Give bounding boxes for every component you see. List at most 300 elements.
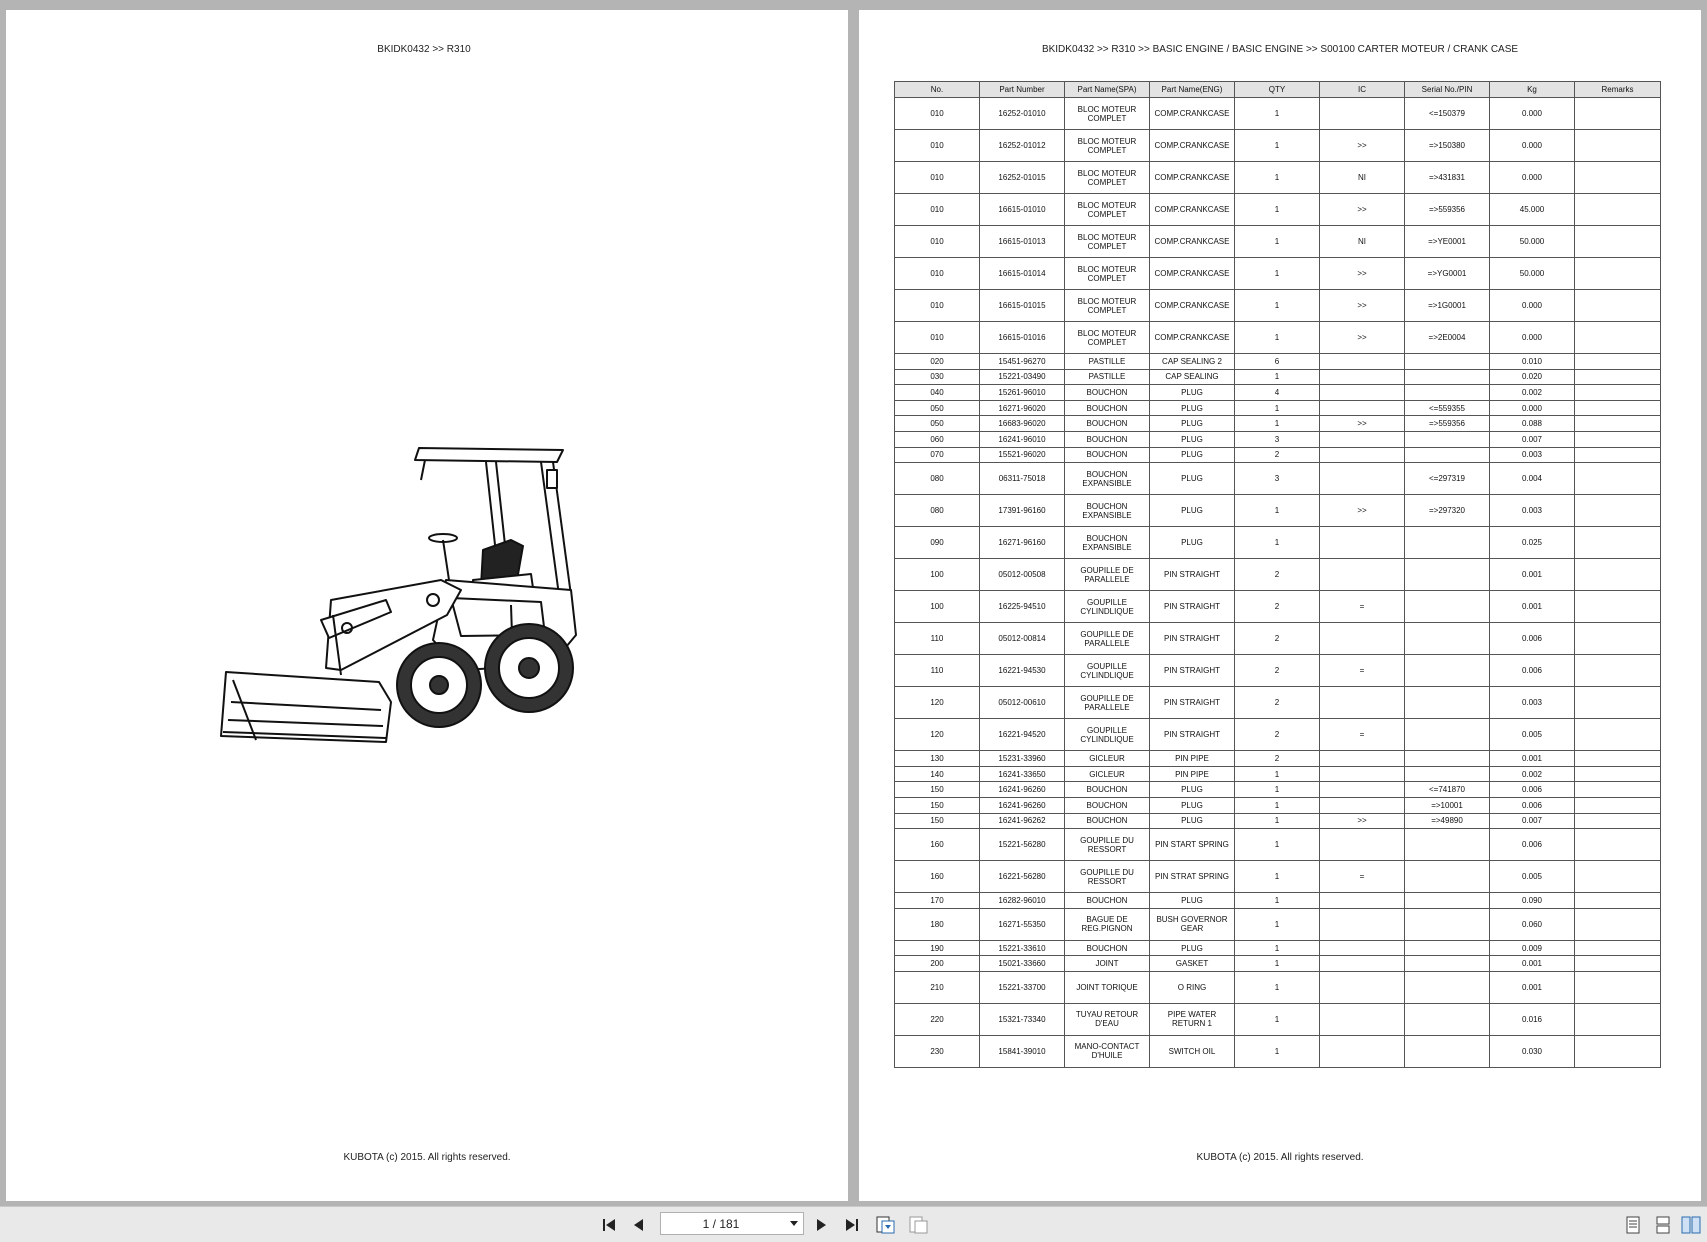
table-cell bbox=[1405, 385, 1490, 401]
table-cell: <=741870 bbox=[1405, 782, 1490, 798]
table-cell: COMP.CRANKCASE bbox=[1150, 226, 1235, 258]
table-cell: 0.016 bbox=[1490, 1003, 1575, 1035]
table-cell: 15221-56280 bbox=[980, 829, 1065, 861]
table-cell: COMP.CRANKCASE bbox=[1150, 258, 1235, 290]
table-cell bbox=[1320, 751, 1405, 767]
page-indicator: 1 / 181 bbox=[702, 1217, 740, 1231]
table-cell: 16271-55350 bbox=[980, 908, 1065, 940]
table-cell bbox=[1405, 527, 1490, 559]
table-cell: 160 bbox=[895, 829, 980, 861]
table-row bbox=[895, 130, 1661, 162]
column-header: IC bbox=[1320, 82, 1405, 98]
table-cell: GOUPILLE DU RESSORT bbox=[1065, 829, 1150, 861]
table-cell: CAP SEALING bbox=[1150, 369, 1235, 385]
table-cell: PIPE WATER RETURN 1 bbox=[1150, 1003, 1235, 1035]
table-cell bbox=[1405, 719, 1490, 751]
table-cell: =>49890 bbox=[1405, 813, 1490, 829]
table-cell: PLUG bbox=[1150, 893, 1235, 909]
table-cell: 06311-75018 bbox=[980, 463, 1065, 495]
table-cell bbox=[1575, 369, 1661, 385]
table-cell bbox=[1405, 655, 1490, 687]
table-row bbox=[895, 908, 1661, 940]
table-cell: TUYAU RETOUR D'EAU bbox=[1065, 1003, 1150, 1035]
table-cell bbox=[1405, 623, 1490, 655]
table-cell: 50.000 bbox=[1490, 226, 1575, 258]
column-header: Serial No./PIN bbox=[1405, 82, 1490, 98]
table-cell: 16241-96010 bbox=[980, 431, 1065, 447]
table-cell: BLOC MOTEUR COMPLET bbox=[1065, 226, 1150, 258]
table-cell: 17391-96160 bbox=[980, 495, 1065, 527]
table-cell: 1 bbox=[1235, 940, 1320, 956]
table-cell: 0.001 bbox=[1490, 559, 1575, 591]
table-cell: 220 bbox=[895, 1003, 980, 1035]
table-cell bbox=[1575, 447, 1661, 463]
table-cell: 16252-01010 bbox=[980, 98, 1065, 130]
table-cell: 45.000 bbox=[1490, 194, 1575, 226]
fit-page-icon bbox=[909, 1216, 929, 1234]
table-cell: 1 bbox=[1235, 322, 1320, 354]
table-cell: 05012-00610 bbox=[980, 687, 1065, 719]
table-cell: COMP.CRANKCASE bbox=[1150, 162, 1235, 194]
table-cell: 0.007 bbox=[1490, 431, 1575, 447]
table-cell bbox=[1575, 971, 1661, 1003]
table-cell: 0.010 bbox=[1490, 354, 1575, 370]
table-cell bbox=[1405, 766, 1490, 782]
next-page-icon bbox=[813, 1217, 829, 1233]
table-cell: BOUCHON bbox=[1065, 893, 1150, 909]
table-cell: 1 bbox=[1235, 797, 1320, 813]
table-cell: 110 bbox=[895, 623, 980, 655]
table-cell: 2 bbox=[1235, 447, 1320, 463]
table-cell: 010 bbox=[895, 226, 980, 258]
chevron-down-icon[interactable] bbox=[789, 1217, 799, 1232]
table-cell: PIN STRAIGHT bbox=[1150, 719, 1235, 751]
table-cell: GICLEUR bbox=[1065, 751, 1150, 767]
first-page-button[interactable] bbox=[598, 1215, 620, 1235]
table-cell: <=559355 bbox=[1405, 400, 1490, 416]
table-cell bbox=[1405, 687, 1490, 719]
fit-width-button[interactable] bbox=[875, 1215, 897, 1235]
table-cell: PIN PIPE bbox=[1150, 751, 1235, 767]
table-cell: 6 bbox=[1235, 354, 1320, 370]
table-cell: 120 bbox=[895, 719, 980, 751]
table-cell: 090 bbox=[895, 527, 980, 559]
table-row bbox=[895, 495, 1661, 527]
table-cell bbox=[1575, 591, 1661, 623]
table-cell bbox=[1575, 956, 1661, 972]
table-cell: PLUG bbox=[1150, 385, 1235, 401]
table-row bbox=[895, 463, 1661, 495]
table-cell: 2 bbox=[1235, 559, 1320, 591]
table-row bbox=[895, 1035, 1661, 1067]
table-row bbox=[895, 559, 1661, 591]
table-cell bbox=[1575, 782, 1661, 798]
table-cell: PLUG bbox=[1150, 400, 1235, 416]
table-cell: 080 bbox=[895, 463, 980, 495]
table-row bbox=[895, 719, 1661, 751]
table-cell bbox=[1405, 591, 1490, 623]
table-cell: BOUCHON bbox=[1065, 385, 1150, 401]
table-cell: = bbox=[1320, 591, 1405, 623]
table-cell: 1 bbox=[1235, 194, 1320, 226]
table-cell: GOUPILLE CYLINDLIQUE bbox=[1065, 719, 1150, 751]
table-cell: 150 bbox=[895, 813, 980, 829]
table-cell bbox=[1575, 559, 1661, 591]
table-row bbox=[895, 322, 1661, 354]
table-cell: 010 bbox=[895, 98, 980, 130]
table-cell: 1 bbox=[1235, 162, 1320, 194]
table-cell: =>10001 bbox=[1405, 797, 1490, 813]
table-cell: 2 bbox=[1235, 751, 1320, 767]
table-cell: 1 bbox=[1235, 226, 1320, 258]
table-cell: 0.001 bbox=[1490, 971, 1575, 1003]
table-cell: 1 bbox=[1235, 258, 1320, 290]
table-cell bbox=[1575, 400, 1661, 416]
table-cell: 50.000 bbox=[1490, 258, 1575, 290]
table-cell: 190 bbox=[895, 940, 980, 956]
table-cell: 070 bbox=[895, 447, 980, 463]
table-cell: BLOC MOTEUR COMPLET bbox=[1065, 162, 1150, 194]
table-cell bbox=[1320, 385, 1405, 401]
table-cell bbox=[1575, 655, 1661, 687]
continuous-page-button[interactable] bbox=[1652, 1215, 1674, 1235]
table-cell bbox=[1405, 829, 1490, 861]
table-row bbox=[895, 400, 1661, 416]
table-cell: GOUPILLE DU RESSORT bbox=[1065, 861, 1150, 893]
table-cell: PLUG bbox=[1150, 527, 1235, 559]
table-cell: = bbox=[1320, 861, 1405, 893]
right-page bbox=[859, 10, 1701, 1201]
table-cell: 16282-96010 bbox=[980, 893, 1065, 909]
table-row bbox=[895, 655, 1661, 687]
table-row bbox=[895, 194, 1661, 226]
table-cell bbox=[1575, 495, 1661, 527]
table-cell: 0.003 bbox=[1490, 687, 1575, 719]
table-cell: 110 bbox=[895, 655, 980, 687]
table-cell: GASKET bbox=[1150, 956, 1235, 972]
table-cell: BAGUE DE REG.PIGNON bbox=[1065, 908, 1150, 940]
table-cell: 2 bbox=[1235, 591, 1320, 623]
table-cell: MANO-CONTACT D'HUILE bbox=[1065, 1035, 1150, 1067]
table-cell: 1 bbox=[1235, 956, 1320, 972]
table-cell bbox=[1575, 861, 1661, 893]
table-cell: 0.001 bbox=[1490, 956, 1575, 972]
table-cell: 0.002 bbox=[1490, 385, 1575, 401]
table-cell: 150 bbox=[895, 797, 980, 813]
table-row bbox=[895, 354, 1661, 370]
table-cell: 15221-33700 bbox=[980, 971, 1065, 1003]
single-page-icon bbox=[1625, 1216, 1641, 1234]
table-cell: 210 bbox=[895, 971, 980, 1003]
table-cell: 1 bbox=[1235, 893, 1320, 909]
table-cell: 010 bbox=[895, 322, 980, 354]
table-cell: 1 bbox=[1235, 1003, 1320, 1035]
table-row bbox=[895, 527, 1661, 559]
left-page-footer: KUBOTA (c) 2015. All rights reserved. bbox=[343, 1152, 511, 1163]
table-cell: 0.060 bbox=[1490, 908, 1575, 940]
table-cell: PLUG bbox=[1150, 431, 1235, 447]
table-cell: 0.007 bbox=[1490, 813, 1575, 829]
table-cell: 2 bbox=[1235, 687, 1320, 719]
table-cell: 0.088 bbox=[1490, 416, 1575, 432]
table-cell: COMP.CRANKCASE bbox=[1150, 194, 1235, 226]
table-cell: 080 bbox=[895, 495, 980, 527]
table-header-row bbox=[895, 82, 1661, 98]
table-cell: PIN STRAIGHT bbox=[1150, 655, 1235, 687]
table-cell: 15451-96270 bbox=[980, 354, 1065, 370]
table-cell bbox=[1575, 130, 1661, 162]
table-cell bbox=[1405, 956, 1490, 972]
table-cell: =>297320 bbox=[1405, 495, 1490, 527]
table-cell: 0.000 bbox=[1490, 162, 1575, 194]
table-cell: =>559356 bbox=[1405, 194, 1490, 226]
table-cell: BLOC MOTEUR COMPLET bbox=[1065, 258, 1150, 290]
table-cell: PASTILLE bbox=[1065, 369, 1150, 385]
table-cell bbox=[1575, 1003, 1661, 1035]
table-cell: 0.006 bbox=[1490, 797, 1575, 813]
table-cell bbox=[1575, 431, 1661, 447]
single-page-button[interactable] bbox=[1622, 1215, 1644, 1235]
table-cell: 16241-33650 bbox=[980, 766, 1065, 782]
viewer-toolbar bbox=[0, 1206, 1707, 1242]
table-cell: 16252-01015 bbox=[980, 162, 1065, 194]
table-cell bbox=[1320, 447, 1405, 463]
table-cell bbox=[1405, 971, 1490, 1003]
table-cell: 0.006 bbox=[1490, 829, 1575, 861]
table-row bbox=[895, 940, 1661, 956]
table-row bbox=[895, 971, 1661, 1003]
table-cell: 160 bbox=[895, 861, 980, 893]
table-cell: GOUPILLE DE PARALLELE bbox=[1065, 687, 1150, 719]
table-cell: 130 bbox=[895, 751, 980, 767]
table-cell bbox=[1405, 908, 1490, 940]
table-cell: JOINT bbox=[1065, 956, 1150, 972]
left-page bbox=[6, 10, 848, 1201]
last-page-button[interactable] bbox=[841, 1215, 863, 1235]
table-cell bbox=[1575, 226, 1661, 258]
table-cell: 16615-01016 bbox=[980, 322, 1065, 354]
table-cell: 0.006 bbox=[1490, 782, 1575, 798]
table-cell: 1 bbox=[1235, 290, 1320, 322]
table-cell: = bbox=[1320, 719, 1405, 751]
table-row bbox=[895, 751, 1661, 767]
table-cell: PLUG bbox=[1150, 782, 1235, 798]
table-row bbox=[895, 385, 1661, 401]
prev-page-button[interactable] bbox=[628, 1215, 650, 1235]
table-cell: 15221-03490 bbox=[980, 369, 1065, 385]
table-cell bbox=[1575, 354, 1661, 370]
table-cell bbox=[1320, 369, 1405, 385]
table-cell: BLOC MOTEUR COMPLET bbox=[1065, 130, 1150, 162]
table-cell: 0.025 bbox=[1490, 527, 1575, 559]
table-cell bbox=[1320, 971, 1405, 1003]
table-cell: COMP.CRANKCASE bbox=[1150, 98, 1235, 130]
table-cell: 150 bbox=[895, 782, 980, 798]
table-cell bbox=[1320, 893, 1405, 909]
table-cell bbox=[1320, 1003, 1405, 1035]
table-cell: 16221-94530 bbox=[980, 655, 1065, 687]
table-cell: = bbox=[1320, 655, 1405, 687]
table-cell: 010 bbox=[895, 290, 980, 322]
right-page-header: BKIDK0432 >> R310 >> BASIC ENGINE / BASIC ENGINE >> S00100 CARTER MOTEUR / CRANK CASE bbox=[1041, 44, 1519, 55]
table-cell bbox=[1320, 829, 1405, 861]
table-cell bbox=[1575, 766, 1661, 782]
table-cell: 0.000 bbox=[1490, 400, 1575, 416]
table-cell: >> bbox=[1320, 495, 1405, 527]
table-cell bbox=[1405, 1003, 1490, 1035]
table-cell: 1 bbox=[1235, 971, 1320, 1003]
table-cell: PIN PIPE bbox=[1150, 766, 1235, 782]
table-cell: PLUG bbox=[1150, 447, 1235, 463]
table-cell bbox=[1405, 861, 1490, 893]
table-cell: 010 bbox=[895, 194, 980, 226]
table-cell: 050 bbox=[895, 416, 980, 432]
table-cell: 100 bbox=[895, 591, 980, 623]
table-row bbox=[895, 956, 1661, 972]
table-cell bbox=[1575, 797, 1661, 813]
table-cell: BOUCHON EXPANSIBLE bbox=[1065, 527, 1150, 559]
table-cell: 15221-33610 bbox=[980, 940, 1065, 956]
table-cell bbox=[1575, 813, 1661, 829]
last-page-icon bbox=[844, 1217, 860, 1233]
table-cell: >> bbox=[1320, 813, 1405, 829]
table-cell: PIN STRAIGHT bbox=[1150, 591, 1235, 623]
fit-width-icon bbox=[876, 1216, 896, 1234]
table-cell: 16241-96260 bbox=[980, 797, 1065, 813]
table-row bbox=[895, 893, 1661, 909]
table-cell bbox=[1575, 829, 1661, 861]
table-cell bbox=[1320, 940, 1405, 956]
table-cell: BOUCHON bbox=[1065, 797, 1150, 813]
table-cell bbox=[1575, 385, 1661, 401]
table-cell bbox=[1575, 908, 1661, 940]
table-cell: 15521-96020 bbox=[980, 447, 1065, 463]
table-cell: BOUCHON bbox=[1065, 940, 1150, 956]
table-cell: 0.000 bbox=[1490, 98, 1575, 130]
table-cell: 1 bbox=[1235, 527, 1320, 559]
table-cell: SWITCH OIL bbox=[1150, 1035, 1235, 1067]
table-cell bbox=[1405, 1035, 1490, 1067]
table-cell bbox=[1320, 687, 1405, 719]
next-page-button[interactable] bbox=[810, 1215, 832, 1235]
fit-page-button[interactable] bbox=[908, 1215, 930, 1235]
table-cell bbox=[1320, 1035, 1405, 1067]
table-cell: 1 bbox=[1235, 416, 1320, 432]
table-cell bbox=[1405, 559, 1490, 591]
table-cell bbox=[1320, 782, 1405, 798]
table-row bbox=[895, 829, 1661, 861]
table-cell bbox=[1575, 463, 1661, 495]
table-cell: PLUG bbox=[1150, 797, 1235, 813]
table-cell bbox=[1320, 463, 1405, 495]
table-cell bbox=[1320, 908, 1405, 940]
table-cell: PIN STRAT SPRING bbox=[1150, 861, 1235, 893]
table-cell: 1 bbox=[1235, 1035, 1320, 1067]
table-cell: 16221-94520 bbox=[980, 719, 1065, 751]
table-cell: 100 bbox=[895, 559, 980, 591]
right-page-footer: KUBOTA (c) 2015. All rights reserved. bbox=[1196, 1152, 1364, 1163]
table-cell: 060 bbox=[895, 431, 980, 447]
table-cell: BUSH GOVERNOR GEAR bbox=[1150, 908, 1235, 940]
table-cell bbox=[1320, 527, 1405, 559]
table-cell: >> bbox=[1320, 130, 1405, 162]
table-cell: 0.006 bbox=[1490, 655, 1575, 687]
table-cell bbox=[1320, 431, 1405, 447]
first-page-icon bbox=[601, 1217, 617, 1233]
table-row bbox=[895, 290, 1661, 322]
table-cell: GOUPILLE DE PARALLELE bbox=[1065, 623, 1150, 655]
table-cell: =>150380 bbox=[1405, 130, 1490, 162]
table-row bbox=[895, 416, 1661, 432]
column-header: Kg bbox=[1490, 82, 1575, 98]
table-cell: 040 bbox=[895, 385, 980, 401]
table-cell: 16241-96262 bbox=[980, 813, 1065, 829]
column-header: No. bbox=[895, 82, 980, 98]
table-cell: BOUCHON EXPANSIBLE bbox=[1065, 463, 1150, 495]
table-cell bbox=[1405, 751, 1490, 767]
table-cell: 1 bbox=[1235, 861, 1320, 893]
table-cell: PLUG bbox=[1150, 940, 1235, 956]
table-cell: 0.006 bbox=[1490, 623, 1575, 655]
table-cell: =>2E0004 bbox=[1405, 322, 1490, 354]
table-row bbox=[895, 369, 1661, 385]
table-cell: PLUG bbox=[1150, 463, 1235, 495]
table-cell: 140 bbox=[895, 766, 980, 782]
table-cell: NI bbox=[1320, 162, 1405, 194]
table-cell: 16225-94510 bbox=[980, 591, 1065, 623]
two-page-button[interactable] bbox=[1680, 1215, 1702, 1235]
page-number-field[interactable] bbox=[660, 1212, 804, 1235]
table-cell: 2 bbox=[1235, 623, 1320, 655]
table-cell: BLOC MOTEUR COMPLET bbox=[1065, 194, 1150, 226]
table-cell bbox=[1320, 797, 1405, 813]
table-row bbox=[895, 797, 1661, 813]
table-cell: 1 bbox=[1235, 130, 1320, 162]
table-row bbox=[895, 226, 1661, 258]
table-cell: >> bbox=[1320, 416, 1405, 432]
table-cell bbox=[1575, 940, 1661, 956]
table-cell: 0.000 bbox=[1490, 290, 1575, 322]
table-cell bbox=[1575, 687, 1661, 719]
table-cell: 0.000 bbox=[1490, 130, 1575, 162]
table-cell: PLUG bbox=[1150, 416, 1235, 432]
table-cell: >> bbox=[1320, 258, 1405, 290]
table-cell: 1 bbox=[1235, 98, 1320, 130]
table-cell: 2 bbox=[1235, 655, 1320, 687]
table-cell: 0.005 bbox=[1490, 861, 1575, 893]
table-cell bbox=[1320, 354, 1405, 370]
table-cell: 1 bbox=[1235, 369, 1320, 385]
table-cell: 0.009 bbox=[1490, 940, 1575, 956]
table-row bbox=[895, 766, 1661, 782]
two-page-icon bbox=[1681, 1216, 1701, 1234]
table-cell: 1 bbox=[1235, 829, 1320, 861]
table-cell bbox=[1575, 194, 1661, 226]
table-cell: GICLEUR bbox=[1065, 766, 1150, 782]
table-cell: PIN STRAIGHT bbox=[1150, 623, 1235, 655]
table-cell bbox=[1320, 623, 1405, 655]
table-cell: 0.020 bbox=[1490, 369, 1575, 385]
table-cell: 1 bbox=[1235, 813, 1320, 829]
table-cell: <=150379 bbox=[1405, 98, 1490, 130]
table-cell: COMP.CRANKCASE bbox=[1150, 290, 1235, 322]
table-cell: 16252-01012 bbox=[980, 130, 1065, 162]
table-cell: >> bbox=[1320, 194, 1405, 226]
table-cell bbox=[1575, 719, 1661, 751]
table-cell bbox=[1320, 766, 1405, 782]
parts-table-body bbox=[895, 98, 1661, 1068]
table-cell: 1 bbox=[1235, 908, 1320, 940]
